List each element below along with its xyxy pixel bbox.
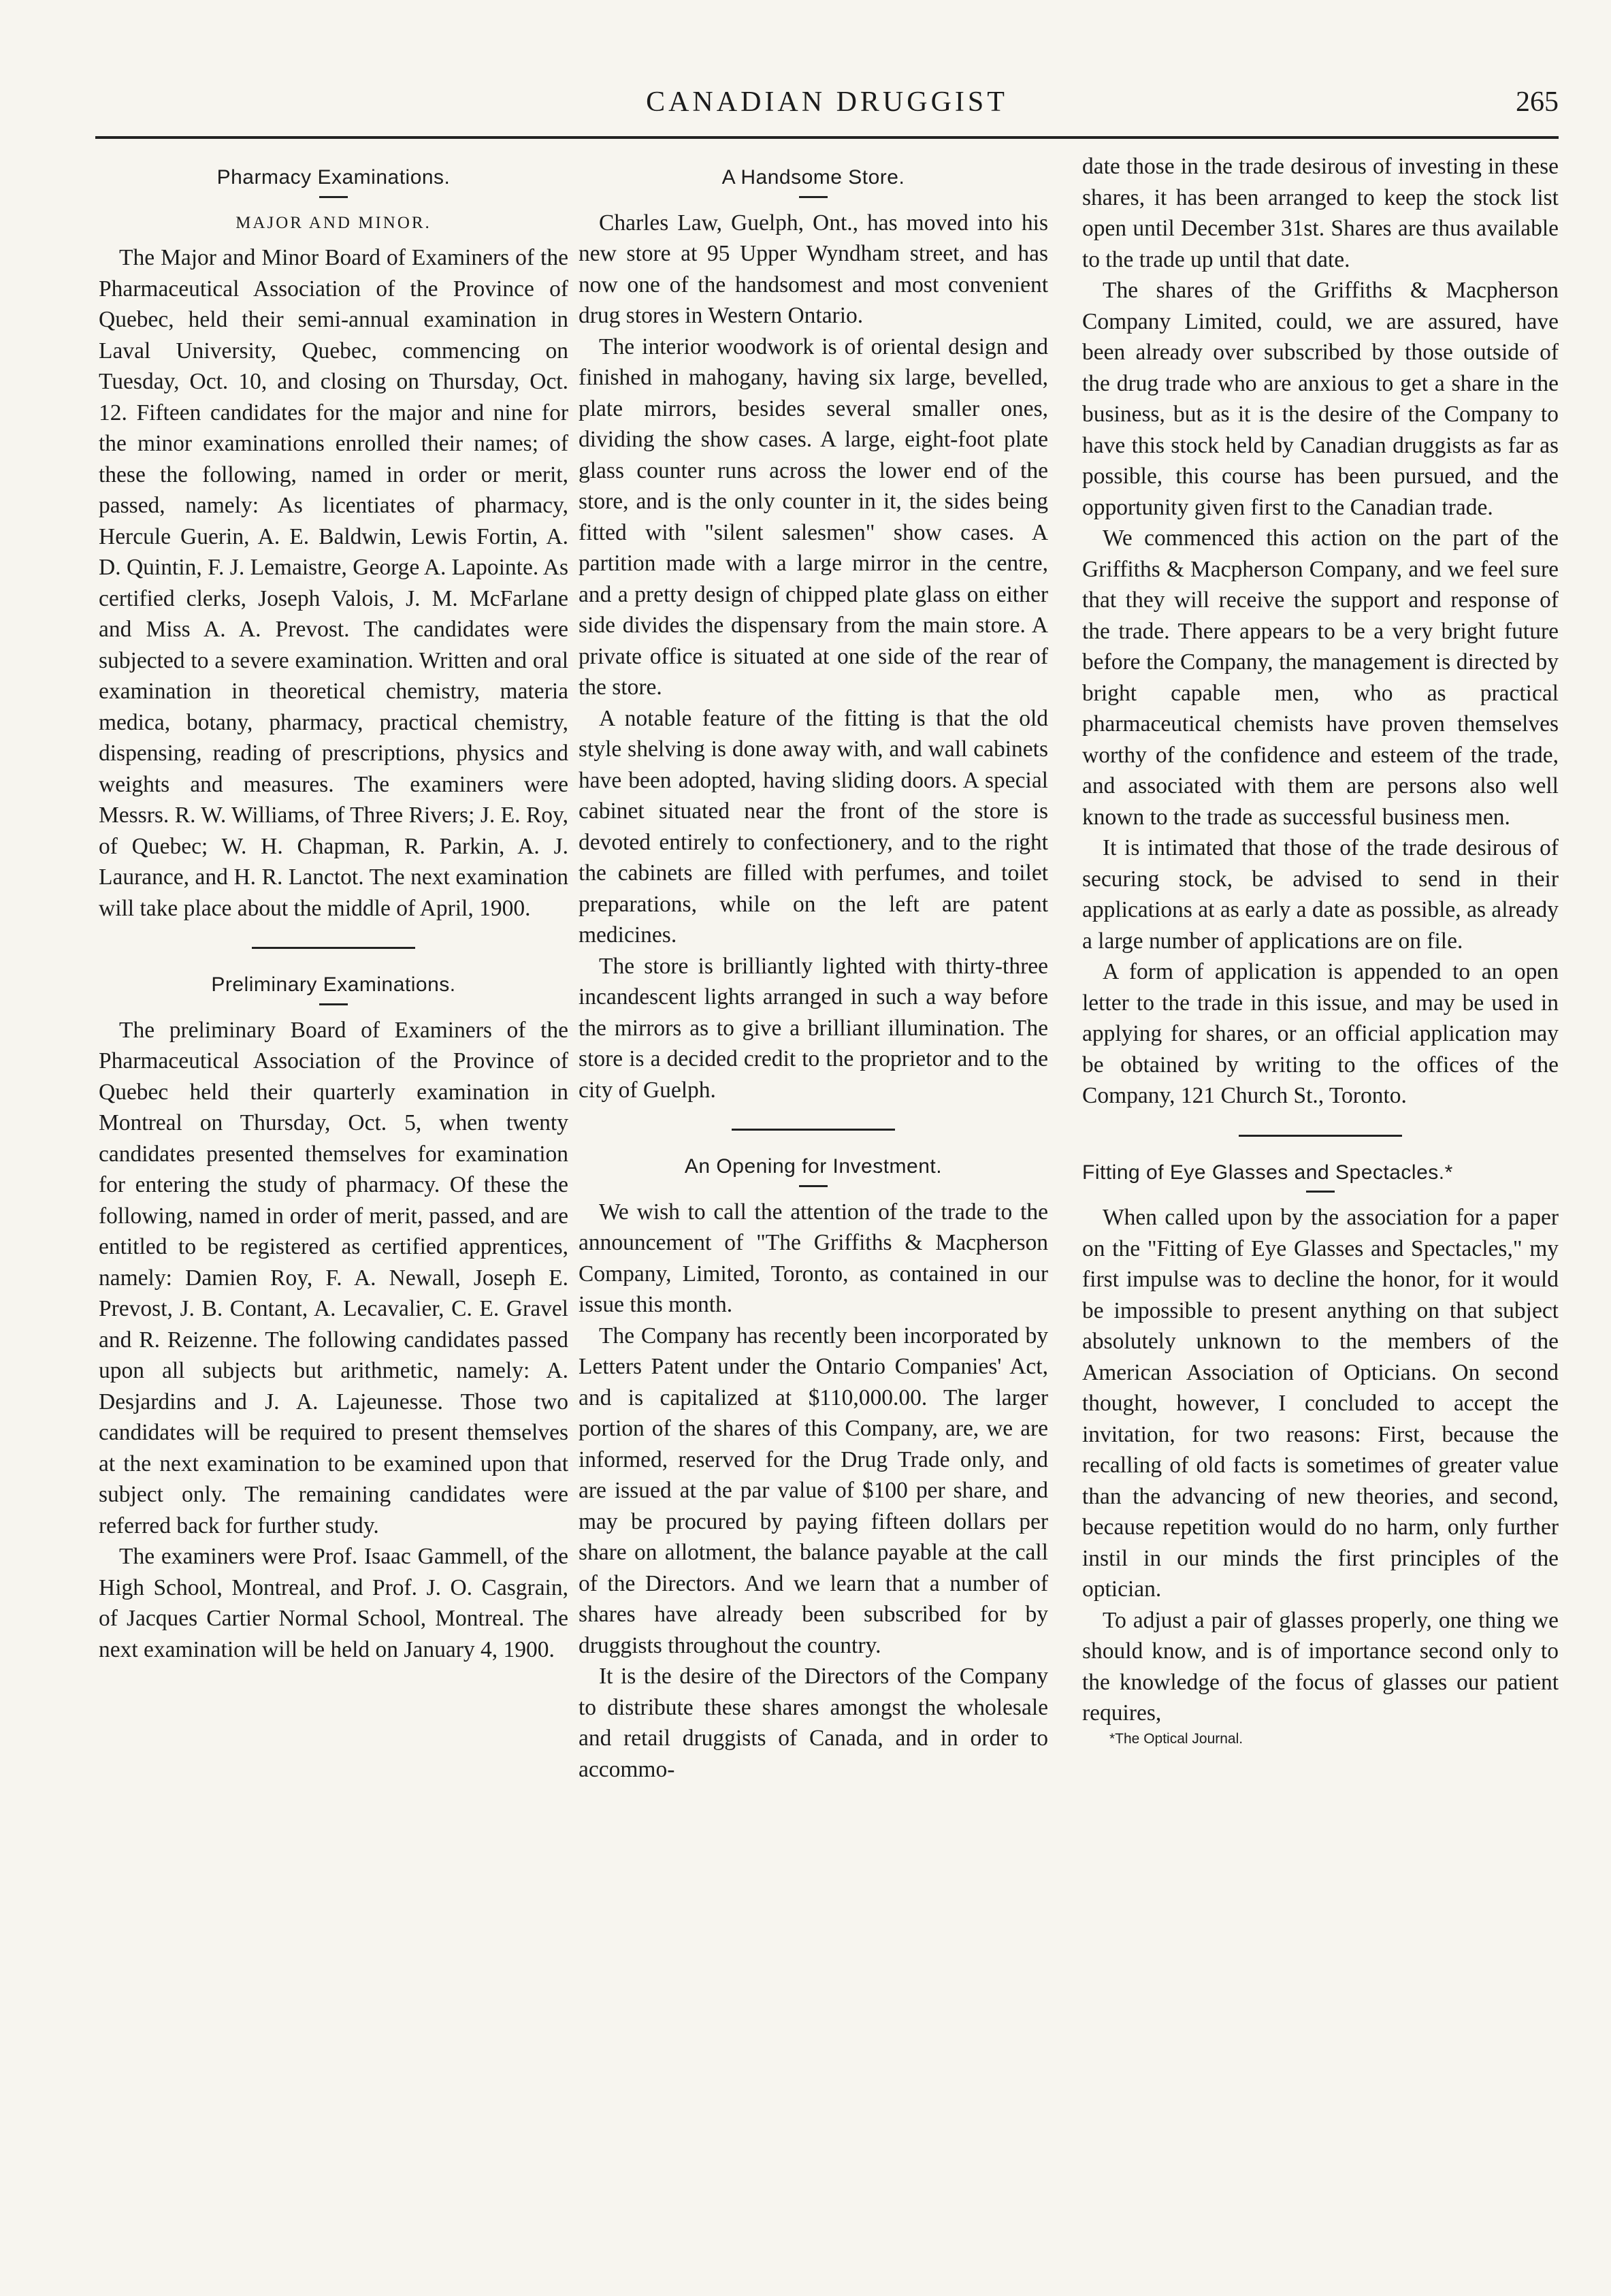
paragraph: We commenced this action on the part of the Griffiths & Macpherson Company, and we feel sure that they will receive the support and response of the trade. There appears to be a very bright future before the Company, the management is directed by bright capable men, who as practical pharmaceutical chemists have proven themselves worthy of the confidence and esteem of the trade, and associated with them are persons also well known to the trade as successful business men. <box>1082 526 1559 830</box>
paragraph: It is the desire of the Directors of the Company to distribute these shares amongst the wholesale and retail druggists of Canada, and in order to accommo- <box>579 1664 1048 1782</box>
title-rule <box>799 1185 828 1187</box>
column-1 <box>99 151 568 1665</box>
paragraph: The interior woodwork is of oriental design and finished in mahogany, having six large, bevelled, plate mirrors, besides several smaller ones, dividing the show cases. A large, eight-foot plate glass counter runs across the lower end of the store, and is the only counter in it, the sides being fitted with "silent salesmen" show cases. A partition made with a large mirror in the centre, and a pretty design of chipped plate glass on either side divides the dispensary from the main store. A private office is situated at one side of the rear of the store. <box>579 334 1048 700</box>
column-2 <box>579 151 1048 1785</box>
paragraph: The shares of the Griffiths & Macpherson Company Limited, could, we are assured, have been already over subscribed by those outside of the drug trade who are anxious to get a share in the business, but as it is the desire of the Company to have this stock held by Canadian druggists as far as possible, this course has been pursued, and the opportunity given first to the Canadian trade. <box>1082 278 1559 520</box>
section-divider <box>1239 1135 1402 1137</box>
section-title-fitting-eye-glasses: Fitting of Eye Glasses and Spectacles.* <box>1082 1161 1453 1184</box>
footnote: *The Optical Journal. <box>1109 1730 1243 1747</box>
paragraph: Charles Law, Guelph, Ont., has moved into his new store at 95 Upper Wyndham street, and has now one of the handsomest and most convenient drug stores in Western Ontario. <box>579 210 1048 328</box>
paragraph: A form of application is appended to an open letter to the trade in this issue, and may be used in applying for shares, or an official application may be obtained by writing to the offices of the Company, 121 Church St., Toronto. <box>1082 959 1559 1108</box>
column-3 <box>1082 151 1559 1748</box>
section-divider <box>732 1129 895 1131</box>
paragraph: The preliminary Board of Examiners of the Pharmaceutical Association of the Province of Quebec held their quarterly examination in Montreal on Thursday, Oct. 5, when twenty candidates presented themselves for examination for entering the study of pharmacy. Of these the following, named in order of merit, passed, and are entitled to be registered as certified apprentices, namely: Damien Roy, F. A. Newall, Joseph E. Prevost, J. B. Contant, A. Lecavalier, C. E. Gravel and R. Reizenne. The following candidates passed upon all subjects but arithmetic, namely: A. Desjardins and J. A. Lajeunesse. Those two candidates will be required to present themselves at the next examination to be examined upon that subject only. The remaining candidates were referred back for further study. <box>99 1017 568 1538</box>
section-title-pharmacy-examinations: Pharmacy Examinations. <box>216 166 451 189</box>
paragraph: The examiners were Prof. Isaac Gammell, of the High School, Montreal, and Prof. J. O. Casgrain, of Jacques Cartier Normal School, Montreal. The next examination will be held on January 4, 1900. <box>99 1544 568 1662</box>
paragraph-continued: date those in the trade desirous of investing in these shares, it has been arranged to keep the stock list open until December 31st. Shares are thus available to the trade up until that date. <box>1082 154 1559 272</box>
subtitle-major-minor: MAJOR AND MINOR. <box>235 213 432 232</box>
paragraph: It is intimated that those of the trade desirous of securing stock, be advised to send in their applications at as early a date as possible, as already a large number of applications are on file. <box>1082 835 1559 954</box>
paragraph: We wish to call the attention of the trade to the announcement of "The Griffiths & Macpherson Company, Limited, Toronto, as contained in our issue this month. <box>579 1199 1048 1317</box>
title-rule <box>799 196 828 198</box>
title-rule <box>319 196 348 198</box>
section-divider <box>252 947 415 949</box>
section-title-handsome-store: A Handsome Store. <box>721 166 905 189</box>
header-rule <box>95 136 1559 139</box>
paragraph: The Company has recently been incorporated by Letters Patent under the Ontario Companies' Act, and is capitalized at $110,000.00. The larger portion of the shares of this Company, are, we are informed, reserved for the Drug Trade only, and are issued at the par value of $100 per share, and may be procured by paying fifteen dollars per share on allotment, the balance payable at the call of the Directors. And we learn that a number of shares have already been subscribed for by druggists throughout the country. <box>579 1323 1048 1658</box>
paragraph: The store is brilliantly lighted with thirty-three incandescent lights arranged in such a way before the mirrors as to give a brilliant illumination. The store is a decided credit to the proprietor and to the city of Guelph. <box>579 953 1048 1103</box>
running-header <box>95 80 1559 128</box>
paragraph: When called upon by the association for a paper on the "Fitting of Eye Glasses and Spectacles," my first impulse was to decline the honor, for it would be impossible to present anything on that subject absolutely unknown to the members of the American Association of Opticians. On second thought, however, I concluded to accept the invitation, for two reasons: First, because the recalling of old facts is sometimes of greater value than the advancing of new theories, and second, because repetition would do no harm, only further instil in our minds the first principles of the optician. <box>1082 1205 1559 1602</box>
title-rule <box>1306 1191 1335 1193</box>
section-title-opening-for-investment: An Opening for Investment. <box>684 1155 943 1178</box>
section-title-preliminary-examinations: Preliminary Examinations. <box>211 973 456 996</box>
paragraph: The Major and Minor Board of Examiners of the Pharmaceutical Association of the Province of Quebec, held their semi-annual examination in Laval University, Quebec, commencing on Tuesday, Oct. 10, and closing on Thursday, Oct. 12. Fifteen candidates for the major and nine for the minor examinations enrolled their names; of these the following, named in order or merit, passed, namely: As licentiates of pharmacy, Hercule Guerin, A. E. Baldwin, Lewis Fortin, A. D. Quintin, F. J. Lemaistre, George A. Lapointe. As certified clerks, Joseph Valois, J. M. McFarlane and Miss A. A. Prevost. The candidates were subjected to a severe examination. Written and oral examination in theoretical chemistry, materia medica, botany, pharmacy, practical chemistry, dispensing, reading of prescriptions, physics and weights and measures. The examiners were Messrs. R. W. Williams, of Three Rivers; J. E. Roy, of Quebec; W. H. Chapman, R. Parkin, A. J. Laurance, and H. R. Lanctot. The next examination will take place about the middle of April, 1900. <box>99 245 568 921</box>
title-rule <box>319 1003 348 1005</box>
publication-title: CANADIAN DRUGGIST <box>646 86 1008 118</box>
paragraph: To adjust a pair of glasses properly, one thing we should know, and is of importance second only to the knowledge of the focus of glasses our patient requires, <box>1082 1607 1559 1726</box>
paragraph: A notable feature of the fitting is that the old style shelving is done away with, and wall cabinets have been adopted, having sliding doors. A special cabinet situated near the front of the store is devoted entirely to confectionery, and to the right the cabinets are filled with perfumes, and toilet preparations, while on the left are patent medicines. <box>579 705 1048 948</box>
page-number: 265 <box>1516 86 1559 118</box>
